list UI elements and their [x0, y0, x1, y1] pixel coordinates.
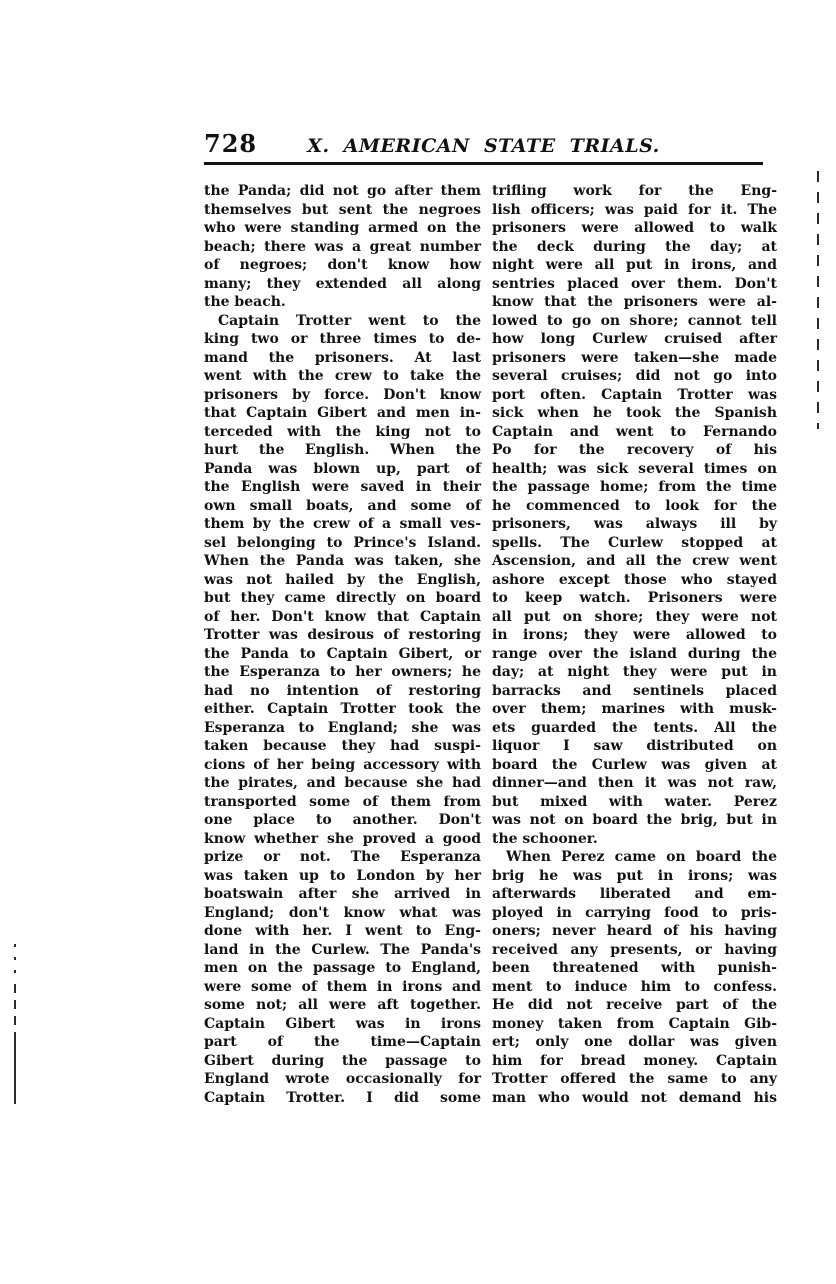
- text-line: afterwards liberated and em-: [492, 886, 777, 902]
- text-line: money taken from Captain Gib-: [492, 1015, 777, 1032]
- text-line: ert; only one dollar was given: [492, 1034, 777, 1050]
- text-line: Ascension, and all the crew went: [492, 553, 777, 569]
- text-line: received any presents, or having: [492, 941, 777, 958]
- text-line: Esperanza to England; she was: [204, 719, 481, 736]
- text-line: he commenced to look for the: [492, 497, 777, 514]
- text-line: prisoners by force. Don't know: [204, 386, 481, 403]
- text-line: the Panda; did not go after them: [204, 183, 481, 199]
- text-line: beach; there was a great number: [204, 238, 481, 255]
- text-line: board the Curlew was given at: [492, 756, 777, 773]
- text-line: themselves but sent the negroes: [204, 201, 481, 218]
- text-line: the schooner.: [492, 830, 598, 847]
- text-line: ashore except those who stayed: [492, 571, 777, 588]
- text-line: ets guarded the tents. All the: [492, 719, 777, 736]
- text-line: dinner—and then it was not raw,: [492, 775, 777, 791]
- text-line: trifling work for the Eng-: [492, 183, 777, 199]
- text-line: know that the prisoners were al-: [492, 294, 777, 310]
- text-line: Trotter was desirous of restoring: [204, 627, 481, 643]
- running-header-title: X. AMERICAN STATE TRIALS.: [307, 135, 660, 157]
- text-line: been threatened with punish-: [492, 960, 777, 976]
- text-line: know whether she proved a good: [204, 830, 481, 847]
- text-line: When Perez came on board the: [506, 849, 777, 865]
- scan-artifact-left-dashes: [14, 984, 16, 1032]
- text-line: the Panda to Captain Gibert, or: [204, 645, 481, 662]
- text-line: sick when he took the Spanish: [492, 405, 777, 421]
- text-line: Panda was blown up, part of: [204, 460, 481, 477]
- text-line: brig he was put in irons; was: [492, 867, 777, 884]
- text-line: of negroes; don't know how: [204, 257, 481, 273]
- text-line: terceded with the king not to: [204, 423, 481, 440]
- text-line: part of the time—Captain: [204, 1034, 481, 1050]
- text-line: land in the Curlew. The Panda's: [204, 941, 481, 958]
- text-line: lish officers; was paid for it. The: [492, 201, 777, 218]
- text-line: man who would not demand his: [492, 1089, 777, 1106]
- text-line: him for bread money. Captain: [492, 1052, 777, 1069]
- text-line: England wrote occasionally for: [204, 1071, 481, 1087]
- text-line: ment to induce him to confess.: [492, 978, 777, 995]
- text-line: many; they extended all along: [204, 275, 481, 292]
- text-line: oners; never heard of his having: [492, 923, 777, 939]
- text-line: lowed to go on shore; cannot tell: [492, 312, 777, 329]
- text-line: men on the passage to England,: [204, 960, 481, 976]
- text-line: health; was sick several times on: [492, 460, 777, 477]
- text-line: hurt the English. When the: [204, 442, 481, 458]
- text-line: had no intention of restoring: [204, 682, 481, 699]
- text-line: sel belonging to Prince's Island.: [204, 534, 481, 551]
- text-line: in irons; they were allowed to: [492, 627, 777, 643]
- text-line: who were standing armed on the: [204, 220, 481, 236]
- text-line: own small boats, and some of: [204, 497, 481, 514]
- text-line: to keep watch. Prisoners were: [492, 590, 777, 606]
- text-line: was not hailed by the English,: [204, 571, 481, 588]
- text-line: was not on board the brig, but in: [492, 812, 777, 828]
- text-line: prize or not. The Esperanza: [204, 849, 481, 865]
- text-column-left: [204, 182, 481, 1107]
- text-line: taken because they had suspi-: [204, 738, 481, 754]
- text-line: barracks and sentinels placed: [492, 682, 777, 699]
- text-line: were some of them in irons and: [204, 978, 481, 995]
- text-line: but they came directly on board: [204, 590, 481, 606]
- text-line: one place to another. Don't: [204, 812, 481, 828]
- text-line: Captain Trotter went to the: [218, 312, 481, 329]
- text-line: over them; marines with musk-: [492, 701, 777, 717]
- text-line: cions of her being accessory with: [204, 756, 481, 773]
- text-line: the pirates, and because she had: [204, 775, 481, 791]
- text-line: transported some of them from: [204, 793, 481, 810]
- text-line: the beach.: [204, 294, 286, 310]
- text-line: was taken up to London by her: [204, 867, 481, 884]
- text-line: range over the island during the: [492, 645, 777, 662]
- text-column-right: [492, 182, 777, 1107]
- text-line: England; don't know what was: [204, 904, 481, 921]
- text-line: ployed in carrying food to pris-: [492, 904, 777, 921]
- text-line: all put on shore; they were not: [492, 608, 777, 625]
- text-line: mand the prisoners. At last: [204, 349, 481, 366]
- text-line: liquor I saw distributed on: [492, 738, 777, 754]
- text-line: either. Captain Trotter took the: [204, 701, 481, 717]
- header-rule: [204, 162, 763, 165]
- text-line: several cruises; did not go into: [492, 368, 777, 384]
- scan-artifact-left-dots: [14, 944, 16, 982]
- text-line: Po for the recovery of his: [492, 442, 777, 458]
- page-number: 728: [204, 129, 258, 158]
- text-line: them by the crew of a small ves-: [204, 516, 481, 532]
- text-line: prisoners, was always ill by: [492, 516, 777, 532]
- text-line: went with the crew to take the: [204, 368, 481, 384]
- text-line: how long Curlew cruised after: [492, 331, 777, 347]
- text-line: Trotter offered the same to any: [492, 1071, 777, 1087]
- text-line: prisoners were allowed to walk: [492, 220, 777, 236]
- scan-artifact-left-line: [14, 1032, 16, 1104]
- text-line: sentries placed over them. Don't: [492, 275, 777, 292]
- text-line: port often. Captain Trotter was: [492, 386, 777, 403]
- text-line: done with her. I went to Eng-: [204, 923, 481, 939]
- text-line: Gibert during the passage to: [204, 1052, 481, 1069]
- text-line: some not; all were aft together.: [204, 997, 481, 1013]
- text-line: but mixed with water. Perez: [492, 793, 777, 810]
- text-line: of her. Don't know that Captain: [204, 608, 481, 625]
- text-line: spells. The Curlew stopped at: [492, 534, 777, 551]
- text-line: When the Panda was taken, she: [204, 553, 481, 569]
- text-line: night were all put in irons, and: [492, 257, 777, 273]
- text-line: the deck during the day; at: [492, 238, 777, 255]
- text-line: the Esperanza to her owners; he: [204, 664, 481, 680]
- text-line: day; at night they were put in: [492, 664, 777, 680]
- text-line: He did not receive part of the: [492, 997, 777, 1013]
- text-line: prisoners were taken—she made: [492, 349, 777, 366]
- text-line: Captain Trotter. I did some: [204, 1089, 481, 1106]
- scan-artifact-right-margin: [817, 171, 819, 429]
- text-line: boatswain after she arrived in: [204, 886, 481, 902]
- text-line: the English were saved in their: [204, 479, 481, 495]
- text-line: Captain and went to Fernando: [492, 423, 777, 440]
- text-line: king two or three times to de-: [204, 331, 481, 347]
- text-line: the passage home; from the time: [492, 479, 777, 495]
- text-line: that Captain Gibert and men in-: [204, 405, 481, 421]
- text-line: Captain Gibert was in irons: [204, 1015, 481, 1032]
